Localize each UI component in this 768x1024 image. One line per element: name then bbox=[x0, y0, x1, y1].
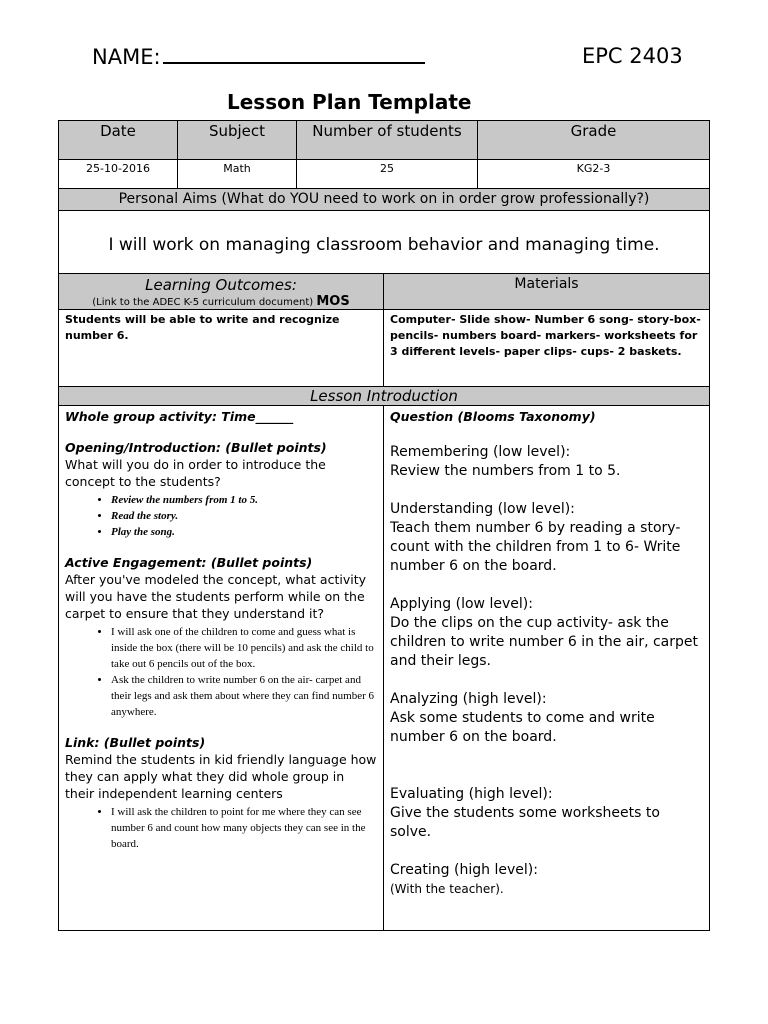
questions-heading: Question (Blooms Taxonomy) bbox=[390, 409, 596, 424]
evaluating-text: Give the students some worksheets to solve. bbox=[390, 805, 660, 840]
creating-text: (With the teacher). bbox=[390, 882, 504, 896]
course-code: EPC 2403 bbox=[582, 44, 683, 68]
lesson-introduction-heading: Lesson Introduction bbox=[59, 387, 710, 406]
link-bullets bbox=[65, 804, 377, 852]
applying-label: Applying (low level): bbox=[390, 596, 533, 612]
remembering-label: Remembering (low level): bbox=[390, 444, 571, 460]
value-grade: KG2-3 bbox=[478, 160, 710, 190]
opening-text: What will you do in order to introduce the concept to the students? bbox=[65, 457, 326, 489]
document-title: Lesson Plan Template bbox=[227, 90, 472, 114]
info-table bbox=[58, 120, 710, 190]
opening-bullets bbox=[65, 492, 377, 540]
list-item: • Review the numbers from 1 to 5. bbox=[111, 492, 377, 508]
whole-group-time: Whole group activity: Time______ bbox=[65, 409, 294, 424]
analyzing-label: Analyzing (high level): bbox=[390, 691, 547, 707]
name-blank-line bbox=[163, 44, 425, 64]
list-item: • I will ask one of the children to come and guess what is inside the box (there will be 10 pencils) and ask the child to take out 6 pencils out of the box. bbox=[111, 624, 377, 672]
link-heading: Link: (Bullet points) bbox=[65, 735, 206, 750]
materials-text: Computer- Slide show- Number 6 song- story-box- pencils- numbers board- markers- worksheets for 3 different levels- paper clips- cups- 2 baskets. bbox=[384, 310, 710, 391]
header-number-of-students: Number of students bbox=[297, 121, 478, 160]
personal-aims-heading: Personal Aims (What do YOU need to work on in order grow professionally?) bbox=[59, 189, 710, 211]
lesson-introduction-table bbox=[58, 386, 710, 931]
learning-outcomes-subheading bbox=[59, 294, 383, 309]
list-item: • Play the song. bbox=[111, 524, 377, 540]
list-item: • I will ask the children to point for me where they can see number 6 and count how many objects they can see in the board. bbox=[111, 804, 377, 852]
understanding-label: Understanding (low level): bbox=[390, 501, 575, 517]
link-text: Remind the students in kid friendly language how they can apply what they did whole group in their independent learning centers bbox=[65, 752, 377, 801]
creating-label: Creating (high level): bbox=[390, 862, 538, 878]
value-number-of-students: 25 bbox=[297, 160, 478, 190]
applying-text: Do the clips on the cup activity- ask the children to write number 6 in the air, carpet and their legs. bbox=[390, 615, 699, 669]
evaluating-label: Evaluating (high level): bbox=[390, 786, 553, 802]
list-item: • Read the story. bbox=[111, 508, 377, 524]
value-date: 25-10-2016 bbox=[59, 160, 178, 190]
active-engagement-heading: Active Engagement: (Bullet points) bbox=[65, 555, 313, 570]
header-grade: Grade bbox=[478, 121, 710, 160]
whole-group-cell bbox=[59, 406, 384, 931]
name-label: NAME: bbox=[92, 45, 161, 69]
learning-outcomes-text: Students will be able to write and recognize number 6. bbox=[59, 310, 384, 391]
active-engagement-text: After you've modeled the concept, what activity will you have the students perform while on the carpet to ensure that they understand it? bbox=[65, 572, 367, 621]
curriculum-link-note: (Link to the ADEC K-5 curriculum document) bbox=[92, 297, 314, 308]
header-subject: Subject bbox=[178, 121, 297, 160]
outcomes-materials-table bbox=[58, 273, 710, 391]
remembering-text: Review the numbers from 1 to 5. bbox=[390, 463, 621, 479]
personal-aims-text: I will work on managing classroom behavior and managing time. bbox=[59, 211, 710, 280]
learning-outcomes-heading: Learning Outcomes: bbox=[145, 276, 297, 294]
analyzing-text: Ask some students to come and write number 6 on the board. bbox=[390, 710, 655, 745]
header-date: Date bbox=[59, 121, 178, 160]
opening-heading: Opening/Introduction: (Bullet points) bbox=[65, 440, 327, 455]
personal-aims-table bbox=[58, 188, 710, 280]
questions-cell bbox=[384, 406, 710, 931]
active-engagement-bullets bbox=[65, 624, 377, 720]
list-item: • Ask the children to write number 6 on the air- carpet and their legs and ask them about where they can find number 6 anywhere. bbox=[111, 672, 377, 720]
name-field bbox=[92, 44, 425, 69]
materials-heading: Materials bbox=[384, 274, 710, 310]
value-subject: Math bbox=[178, 160, 297, 190]
understanding-text: Teach them number 6 by reading a story- count with the children from 1 to 6- Write number 6 on the board. bbox=[390, 520, 681, 574]
learning-outcomes-heading-cell bbox=[59, 274, 384, 310]
mos-label: MOS bbox=[316, 294, 350, 309]
